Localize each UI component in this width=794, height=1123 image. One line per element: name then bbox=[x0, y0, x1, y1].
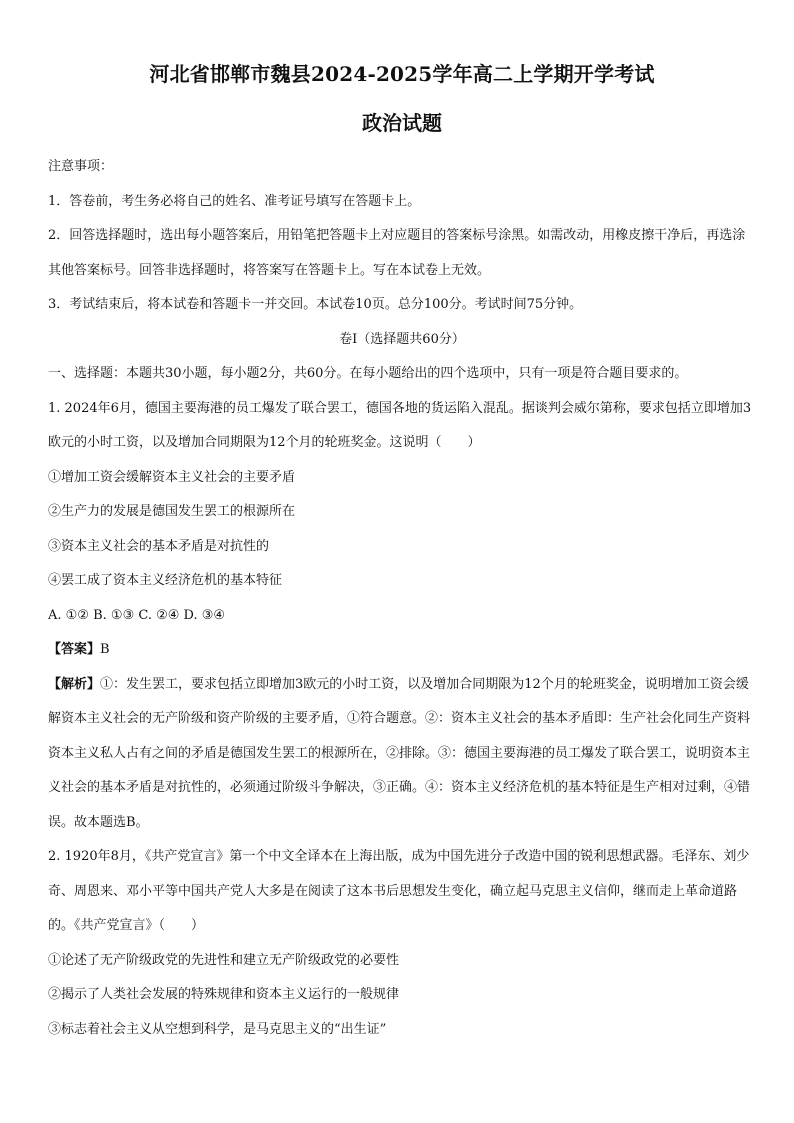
question-1-answer bbox=[48, 633, 756, 668]
volume-title: 卷Ⅰ（选择题共60分） bbox=[339, 331, 465, 347]
answer-value: B bbox=[100, 642, 110, 657]
question-2-option-1: ①论述了无产阶级政党的先进性和建立无产阶级政党的必要性 bbox=[48, 952, 400, 968]
question-2-option-3: ③标志着社会主义从空想到科学，是马克思主义的“出生证” bbox=[48, 1021, 387, 1037]
question-1-stem: 1. 2024年6月，德国主要海港的员工爆发了联合罢工，德国各地的货运陷入混乱。据谈判会威尔第称，要求包括立即增加3欧元的小时工资，以及增加合同期限为12个月的轮班奖金。这说明（ ） bbox=[48, 400, 752, 450]
question-1-choices: A. ①② B. ①③ C. ②④ D. ③④ bbox=[48, 607, 226, 623]
question-1-option-4: ④罢工成了资本主义经济危机的基本特征 bbox=[48, 573, 283, 588]
notes-heading: 注意事项： bbox=[48, 159, 114, 174]
analysis-label: 【解析】 bbox=[48, 676, 101, 692]
exam-subtitle: 政治试题 bbox=[362, 111, 442, 135]
note-item-3: 3．考试结束后，将本试卷和答题卡一并交回。本试卷10页。总分100分。考试时间75分钟。 bbox=[48, 297, 583, 312]
analysis-text: ①：发生罢工，要求包括立即增加3欧元的小时工资，以及增加合同期限为12个月的轮班奖金，说明增加工资会缓解资本主义社会的无产阶级和资产阶级的主要矛盾，①符合题意。②：资本主义社会的基本矛盾即：生产社会化同生产资料资本主义私人占有之间的矛盾是德国发生罢工的根源所在，②排除。③：德国主要海港的员工爆发了联合罢工，说明资本主义社会的基本矛盾是对抗性的，必须通过阶级斗争解决，③正确。④：资本主义经济危机的基本特征是生产相对过剩，④错误。故本题选B。 bbox=[48, 676, 751, 830]
question-1-option-3: ③资本主义社会的基本矛盾是对抗性的 bbox=[48, 538, 270, 554]
exam-title: 河北省邯郸市魏县2024-2025学年高二上学期开学考试 bbox=[149, 62, 655, 86]
note-item-2: 2．回答选择题时，选出每小题答案后，用铅笔把答题卡上对应题目的答案标号涂黑。如需改动，用橡皮擦干净后，再选涂其他答案标号。回答非选择题时，将答案写在答题卡上。写在本试卷上无效。 bbox=[48, 228, 746, 278]
exam-page bbox=[48, 52, 756, 1047]
question-1-option-2: ②生产力的发展是德国发生罢工的根源所在 bbox=[48, 504, 296, 519]
answer-label: 【答案】 bbox=[48, 642, 101, 657]
question-1-option-1: ①增加工资会缓解资本主义社会的主要矛盾 bbox=[48, 469, 296, 485]
section-intro: 一、选择题：本题共30小题，每小题2分，共60分。在每小题给出的四个选项中，只有一项是符合题目要求的。 bbox=[48, 366, 688, 381]
note-item-1: 1．答卷前，考生务必将自己的姓名、准考证号填写在答题卡上。 bbox=[48, 193, 421, 209]
question-1-analysis bbox=[48, 668, 756, 841]
question-2-option-2: ②揭示了人类社会发展的特殊规律和资本主义运行的一般规律 bbox=[48, 987, 400, 1002]
question-2-stem: 2. 1920年8月，《共产党宣言》第一个中文全译本在上海出版，成为中国先进分子改造中国的锐利思想武器。毛泽东、刘少奇、周恩来、邓小平等中国共产党人大多是在阅读了这本书后思想发生变化，确立起马克思主义信仰，继而走上革命道路的。《共产党宣言》（ ） bbox=[48, 849, 750, 933]
